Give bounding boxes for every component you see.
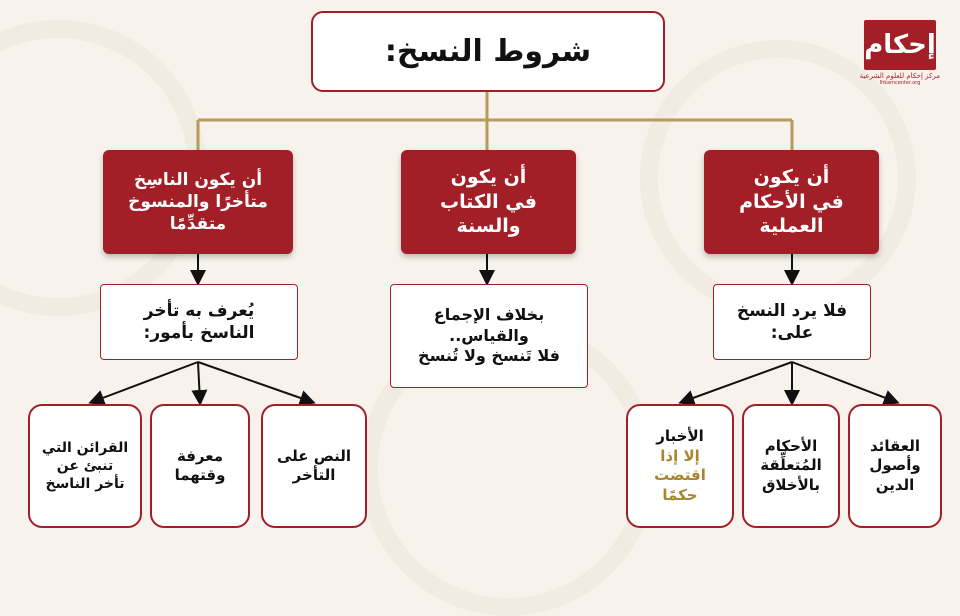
item-reports-exception: إلا إذا اقتضت حكمًا — [654, 446, 706, 504]
explanation-consensus-analogy: بخلاف الإجماع والقياس.. فلا تَنسخ ولا تُنسخ — [390, 284, 588, 388]
item-creeds: العقائد وأصول الدين — [848, 404, 942, 528]
logo-mark: إحكام — [864, 20, 936, 70]
condition-practical-rulings: أن يكون في الأحكام العملية — [704, 150, 879, 254]
explanation-known-by: يُعرف به تأخر الناسخ بأمور: — [100, 284, 298, 360]
item-ethics-rulings: الأحكام المُتعلِّقة بالأخلاق — [742, 404, 840, 528]
item-knowing-time: معرفة وقتهما — [150, 404, 250, 528]
item-reports-main: الأخبار — [656, 427, 704, 445]
condition-quran-sunnah: أن يكون في الكتاب والسنة — [401, 150, 576, 254]
explanation-not-applicable: فلا يرد النسخ على: — [713, 284, 871, 360]
logo-subtitle: مركز إحكام للعلوم الشرعية — [859, 72, 940, 80]
condition-abrogator-later: أن يكون الناسِخ متأخرًا والمنسوخ متقدِّمًا — [103, 150, 293, 254]
item-explicit-text: النص على التأخر — [261, 404, 367, 528]
logo-url: Ihkamcenter.org — [879, 80, 921, 86]
ihkam-logo — [860, 20, 940, 90]
item-reports — [626, 404, 734, 528]
item-indicators: القرائن التي تنبئ عن تأخر الناسخ — [28, 404, 142, 528]
diagram-title: شروط النسخ: — [311, 11, 665, 92]
